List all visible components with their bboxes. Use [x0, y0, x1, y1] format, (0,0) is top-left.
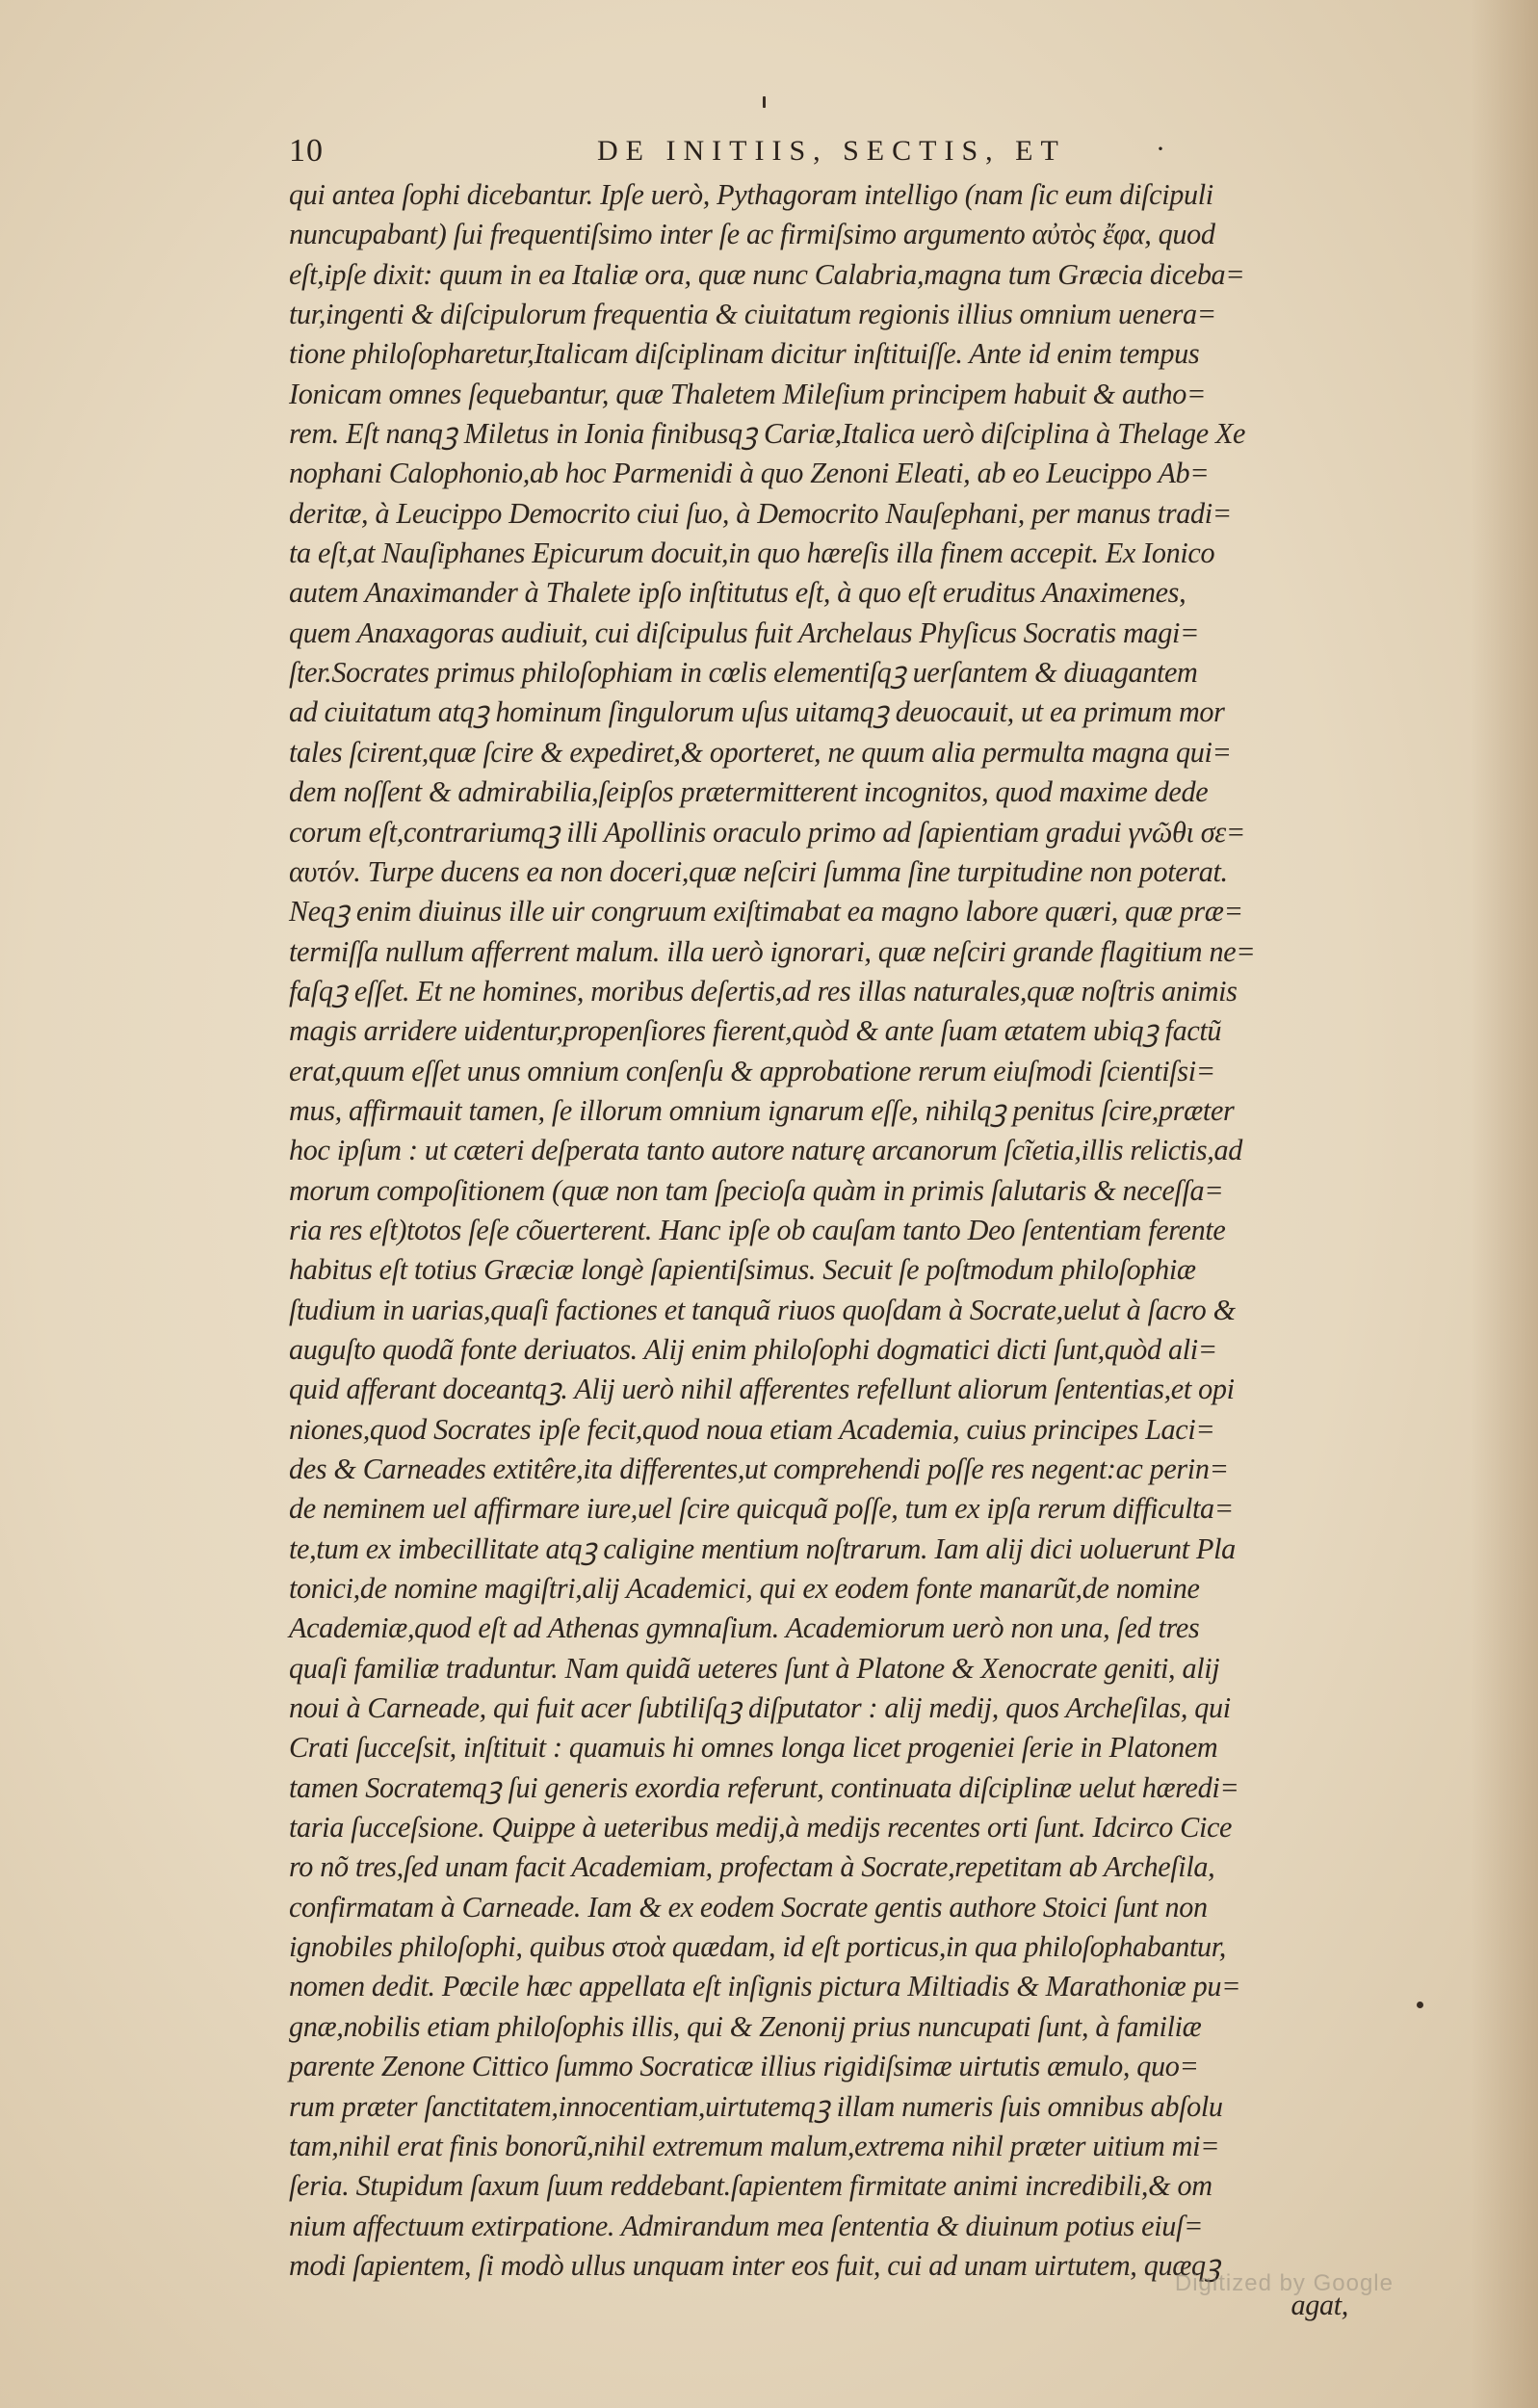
digitization-watermark: Digitized by Google: [1174, 2270, 1394, 2296]
text-line: Neqꝫ enim diuinus ille uir congruum exiſtimabat ea magno labore quæri, quæ præ=: [289, 895, 1243, 929]
text-line: ignobiles philoſophi, quibus στοὰ quædam, id eſt porticus,in qua philoſophabantur,: [289, 1930, 1226, 1964]
text-line: nium affectuum extirpatione. Admirandum mea ſententia & diuinum potius eiuſ=: [289, 2209, 1204, 2242]
ink-speck: [763, 96, 766, 108]
text-line: autem Anaximander à Thalete ipſo inſtitutus eſt, à quo eſt eruditus Anaximenes,: [289, 576, 1186, 610]
text-line: αυτόν. Turpe ducens ea non doceri,quæ neſciri ſumma ſine turpitudine non poterat.: [289, 854, 1228, 888]
text-line: deritæ, à Leucippo Democrito ciui ſuo, à Democrito Nauſephani, per manus tradi=: [289, 496, 1232, 530]
text-line: taria ſucceſsione. Quippe à ueteribus medij,à medijs recentes orti ſunt. Idcirco Cice: [289, 1811, 1233, 1845]
text-line: eſt,ipſe dixit: quum in ea Italiæ ora, quæ nunc Calabria,magna tum Græcia diceba=: [289, 257, 1245, 291]
text-line: ſeria. Stupidum ſaxum ſuum reddebant.ſapientem firmitate animi incredibili,& om: [289, 2169, 1212, 2203]
text-line: parente Zenone Cittico ſummo Socraticæ illius rigidiſsimæ uirtutis æmulo, quo=: [289, 2050, 1199, 2083]
text-line: tam,nihil erat finis bonorũ,nihil extremum malum,extrema nihil præter uitium mi=: [289, 2129, 1220, 2162]
text-line: hoc ipſum : ut cæteri deſperata tanto autore naturę arcanorum ſcĩetia,illis relictis,ad: [289, 1134, 1242, 1167]
text-line: magis arridere uidentur,propenſiores fierent,quòd & ante ſuam ætatem ubiqꝫ factũ: [289, 1014, 1222, 1048]
text-line: qui antea ſophi dicebantur. Ipſe uerò, Pythagoram intelligo (nam ſic eum diſcipuli: [289, 178, 1213, 211]
text-line: dem noſſent & admirabilia,ſeipſos prætermitterent incognitos, quod maxime dede: [289, 775, 1209, 809]
text-line: nuncupabant) ſui frequentiſsimo inter ſe ac firmiſsimo argumento αὐτὸς ἔφα, quod: [289, 218, 1215, 251]
folio-number: 10: [289, 133, 324, 169]
text-line: faſqꝫ eſſet. Et ne homines, moribus deſertis,ad res illas naturales,quæ noſtris animis: [289, 974, 1238, 1008]
text-line: ta eſt,at Nauſiphanes Epicurum docuit,in quo hæreſis illa finem accepit. Ex Ionico: [289, 537, 1215, 570]
text-line: tamen Socratemqꝫ ſui generis exordia referunt, continuata diſciplinæ uelut hæredi=: [289, 1770, 1239, 1804]
text-line: ad ciuitatum atqꝫ hominum ſingulorum uſus uitamqꝫ deuocauit, ut ea primum mor: [289, 695, 1225, 729]
text-line: noui à Carneade, qui fuit acer ſubtiliſqꝫ diſputator : alij medij, quos Archeſilas, qui: [289, 1691, 1231, 1725]
text-line: te,tum ex imbecillitate atqꝫ caligine mentium noſtrarum. Iam alij dici uoluerunt Pla: [289, 1531, 1236, 1565]
running-head: DE INITIIS, SECTIS, ET: [597, 135, 1066, 167]
text-line: ſtudium in uarias,quaſi factiones et tanquã riuos quoſdam à Socrate,uelut à ſacro &: [289, 1293, 1236, 1326]
text-line: nomen dedit. Pœcile hæc appellata eſt inſignis pictura Miltiadis & Marathoniæ pu=: [289, 1970, 1241, 2003]
text-line: des & Carneades extitêre,ita differentes,ut comprehendi poſſe res negent:ac perin=: [289, 1453, 1229, 1485]
text-line: rem. Eſt nanqꝫ Miletus in Ionia finibusqꝫ Cariæ,Italica uerò diſciplina à Thelage Xe: [289, 417, 1246, 451]
text-line: Crati ſucceſsit, inſtituit : quamuis hi omnes longa licet progeniei ſerie in Platonem: [289, 1731, 1218, 1765]
text-line: habitus eſt totius Græciæ longè ſapientiſsimus. Secuit ſe poſtmodum philoſophiæ: [289, 1253, 1196, 1287]
text-line: morum compoſitionem (quæ non tam ſpecioſa quàm in primis ſalutaris & neceſſa=: [289, 1173, 1224, 1207]
text-line: mus, affirmauit tamen, ſe illorum omnium ignarum eſſe, nihilqꝫ penitus ſcire,præter: [289, 1093, 1235, 1127]
text-line: Ionicam omnes ſequebantur, quæ Thaletem Mileſium principem habuit & autho=: [289, 377, 1206, 410]
text-line: niones,quod Socrates ipſe fecit,quod noua etiam Academia, cuius principes Laci=: [289, 1412, 1215, 1446]
text-line: ſter.Socrates primus philoſophiam in cœlis elementiſqꝫ uerſantem & diuagantem: [289, 656, 1198, 690]
text-line: quaſi familiæ traduntur. Nam quidã ueteres ſunt à Platone & Xenocrate geniti, alij: [289, 1651, 1220, 1685]
body-text: [289, 175, 1368, 2326]
text-line: gnæ,nobilis etiam philoſophis illis, qui & Zenonij prius nuncupati ſunt, à familiæ: [289, 2009, 1202, 2043]
text-line: tione philoſopharetur,Italicam diſciplinam dicitur inſtituiſſe. Ante id enim tempus: [289, 337, 1200, 371]
text-line: auguſto quodã fonte deriuatos. Alij enim philoſophi dogmatici dicti ſunt,quòd ali=: [289, 1332, 1217, 1366]
text-line: tales ſcirent,quæ ſcire & expediret,& oporteret, ne quum alia permulta magna qui=: [289, 735, 1232, 769]
text-line: Academiæ,quod eſt ad Athenas gymnaſium. Academiorum uerò non una, ſed tres: [289, 1611, 1200, 1645]
text-line: confirmatam à Carneade. Iam & ex eodem Socrate gentis authore Stoici ſunt non: [289, 1890, 1208, 1924]
text-line: erat,quum eſſet unus omnium conſenſu & approbatione rerum eiuſmodi ſcientiſsi=: [289, 1054, 1215, 1087]
text-line: modi ſapientem, ſi modò ullus unquam inter eos fuit, cui ad unam uirtutem, quæqꝫ: [289, 2248, 1220, 2282]
catchword: agat,: [1290, 2289, 1348, 2322]
text-line: corum eſt,contrariumqꝫ illi Apollinis oraculo primo ad ſapientiam gradui γνῶθι σε=: [289, 815, 1245, 849]
text-line: termiſſa nullum afferrent malum. illa uerò ignorari, quæ neſciri grande flagitium ne=: [289, 934, 1256, 968]
ink-speck: [1417, 2002, 1423, 2008]
running-head-dot: ·: [1156, 133, 1165, 165]
text-line: ria res eſt)totos ſeſe cõuerterent. Hanc ipſe ob cauſam tanto Deo ſententiam ferente: [289, 1213, 1226, 1246]
page-header: [289, 133, 1252, 171]
text-line: tonici,de nomine magiſtri,alij Academici, qui ex eodem fonte manarũt,de nomine: [289, 1572, 1200, 1606]
text-line: tur,ingenti & diſcipulorum frequentia & ciuitatum regionis illius omnium uenera=: [289, 298, 1216, 331]
text-line: quid afferant doceantqꝫ. Alij uerò nihil afferentes refellunt aliorum ſententias,et opi: [289, 1373, 1235, 1406]
text-line: de neminem uel affirmare iure,uel ſcire quicquã poſſe, tum ex ipſa rerum difficulta=: [289, 1492, 1234, 1526]
text-line: nophani Calophonio,ab hoc Parmenidi à quo Zenoni Eleati, ab eo Leucippo Ab=: [289, 457, 1210, 490]
text-line: ro nõ tres,ſed unam facit Academiam, profectam à Socrate,repetitam ab Archeſila,: [289, 1850, 1215, 1884]
text-line: quem Anaxagoras audiuit, cui diſcipulus fuit Archelaus Phyſicus Socratis magi=: [289, 615, 1200, 649]
text-line: rum præter ſanctitatem,innocentiam,uirtutemqꝫ illam numeris ſuis omnibus abſolu: [289, 2089, 1223, 2123]
